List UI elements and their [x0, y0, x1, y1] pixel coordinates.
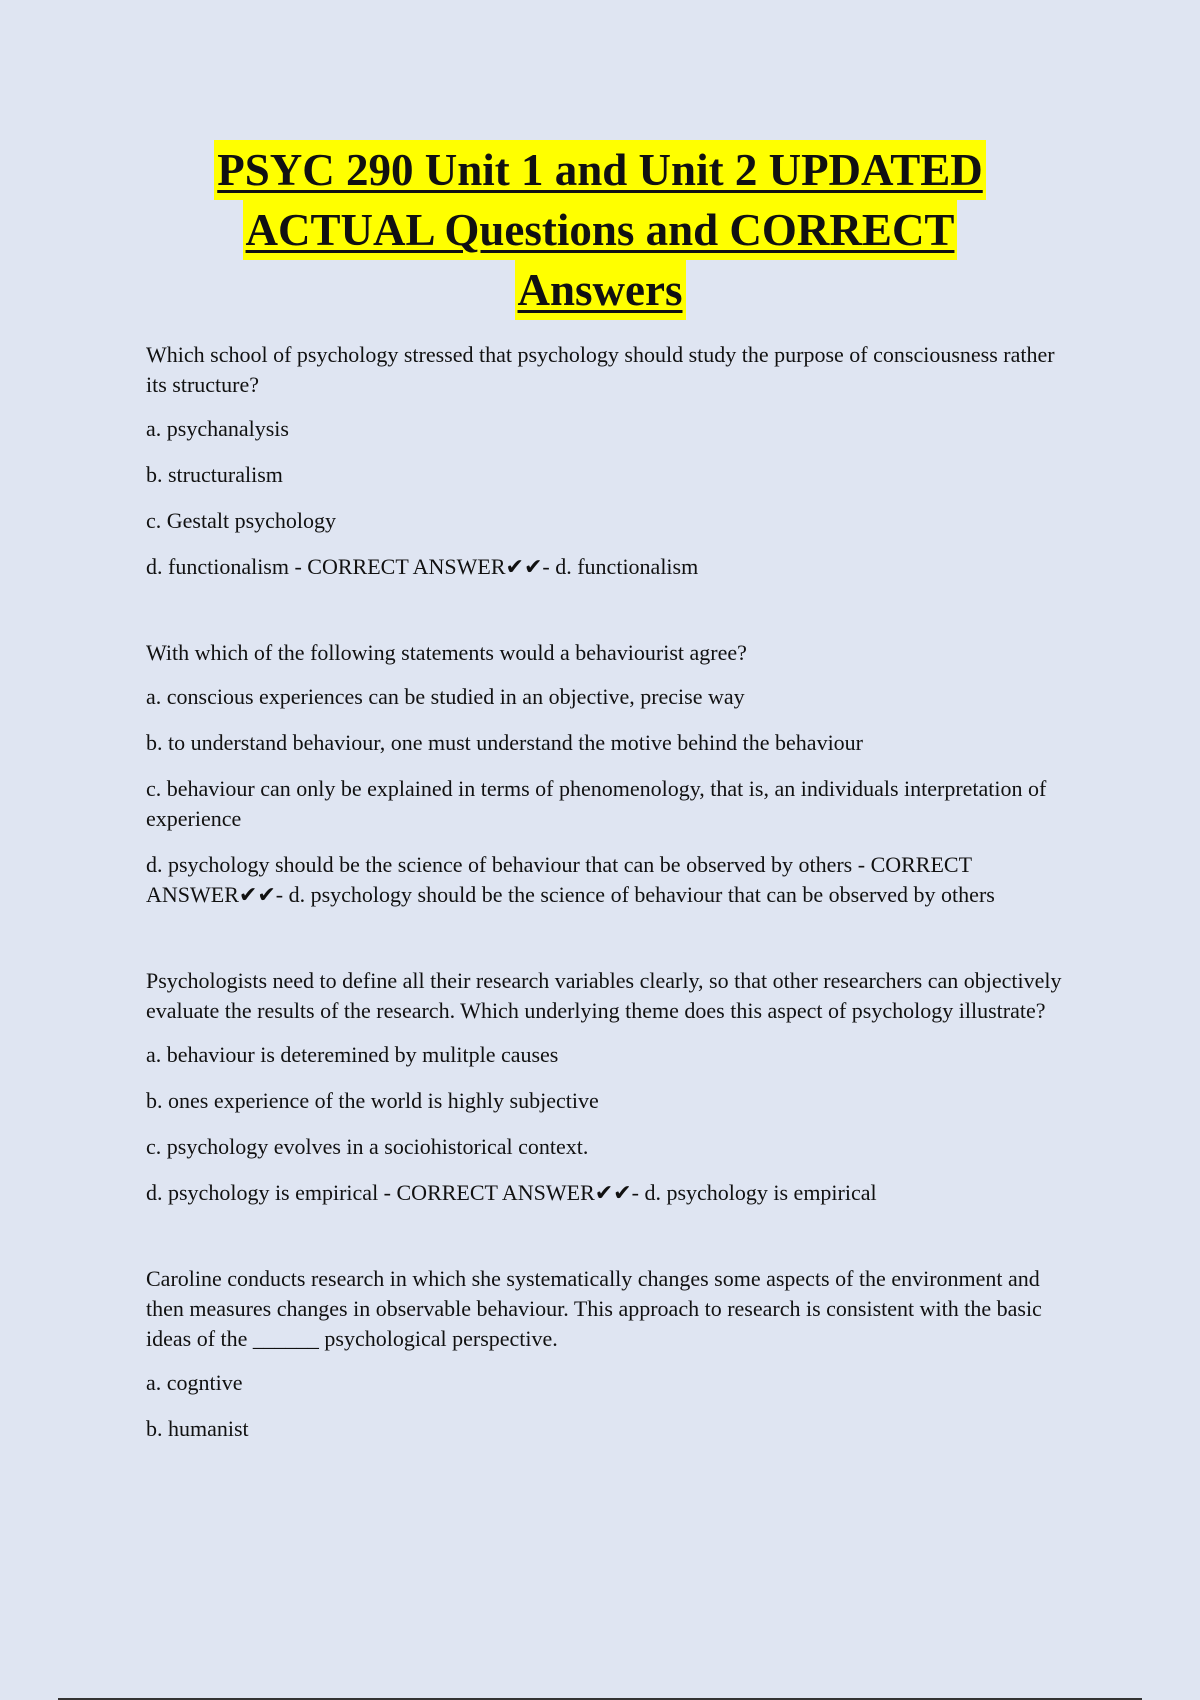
document-title — [100, 140, 1100, 320]
title-line: PSYC 290 Unit 1 and Unit 2 UPDATED — [214, 140, 986, 200]
answer-option: a. behaviour is deteremined by mulitple causes — [146, 1042, 559, 1067]
answer-option: a. cogntive — [146, 1370, 243, 1395]
answer-option: c. Gestalt psychology — [146, 508, 337, 533]
question-block-3 — [146, 966, 1066, 1208]
question-text: Caroline conducts research in which she systematically changes some aspects of the environment and then measures changes in observable behaviour. This approach to research is consistent with the basic ideas of the ______ psychological perspective. — [146, 1266, 1042, 1351]
questions-list — [146, 340, 1066, 1460]
answer-option: c. behaviour can only be explained in terms of phenomenology, that is, an individuals interpretation of experience — [146, 776, 1047, 831]
answer-option: b. ones experience of the world is highly subjective — [146, 1088, 599, 1113]
question-block-1 — [146, 340, 1066, 582]
answer-option: a. conscious experiences can be studied in an objective, precise way — [146, 684, 745, 709]
question-block-2 — [146, 638, 1066, 910]
answer-option: b. structuralism — [146, 462, 283, 487]
correct-answer-option: d. psychology should be the science of behaviour that can be observed by others - CORRECT ANSWER✔✔- d. psychology should be the science of behaviour that can be observed by others — [146, 852, 995, 907]
answer-option: c. psychology evolves in a sociohistorical context. — [146, 1134, 589, 1159]
correct-answer-option: d. psychology is empirical - CORRECT ANSWER✔✔- d. psychology is empirical — [146, 1180, 877, 1205]
answer-option: b. to understand behaviour, one must understand the motive behind the behaviour — [146, 730, 864, 755]
title-line: Answers — [515, 260, 686, 320]
answer-option: b. humanist — [146, 1416, 249, 1441]
question-block-4 — [146, 1264, 1066, 1444]
question-text: Psychologists need to define all their research variables clearly, so that other researchers can objectively evaluate the results of the research. Which underlying theme does this aspect of psychology illustrate? — [146, 968, 1062, 1023]
question-text: With which of the following statements would a behaviourist agree? — [146, 640, 747, 665]
question-text: Which school of psychology stressed that psychology should study the purpose of consciousness rather its structure? — [146, 342, 1055, 397]
correct-answer-option: d. functionalism - CORRECT ANSWER✔✔- d. functionalism — [146, 554, 699, 579]
title-line: ACTUAL Questions and CORRECT — [243, 200, 958, 260]
answer-option: a. psychanalysis — [146, 416, 289, 441]
